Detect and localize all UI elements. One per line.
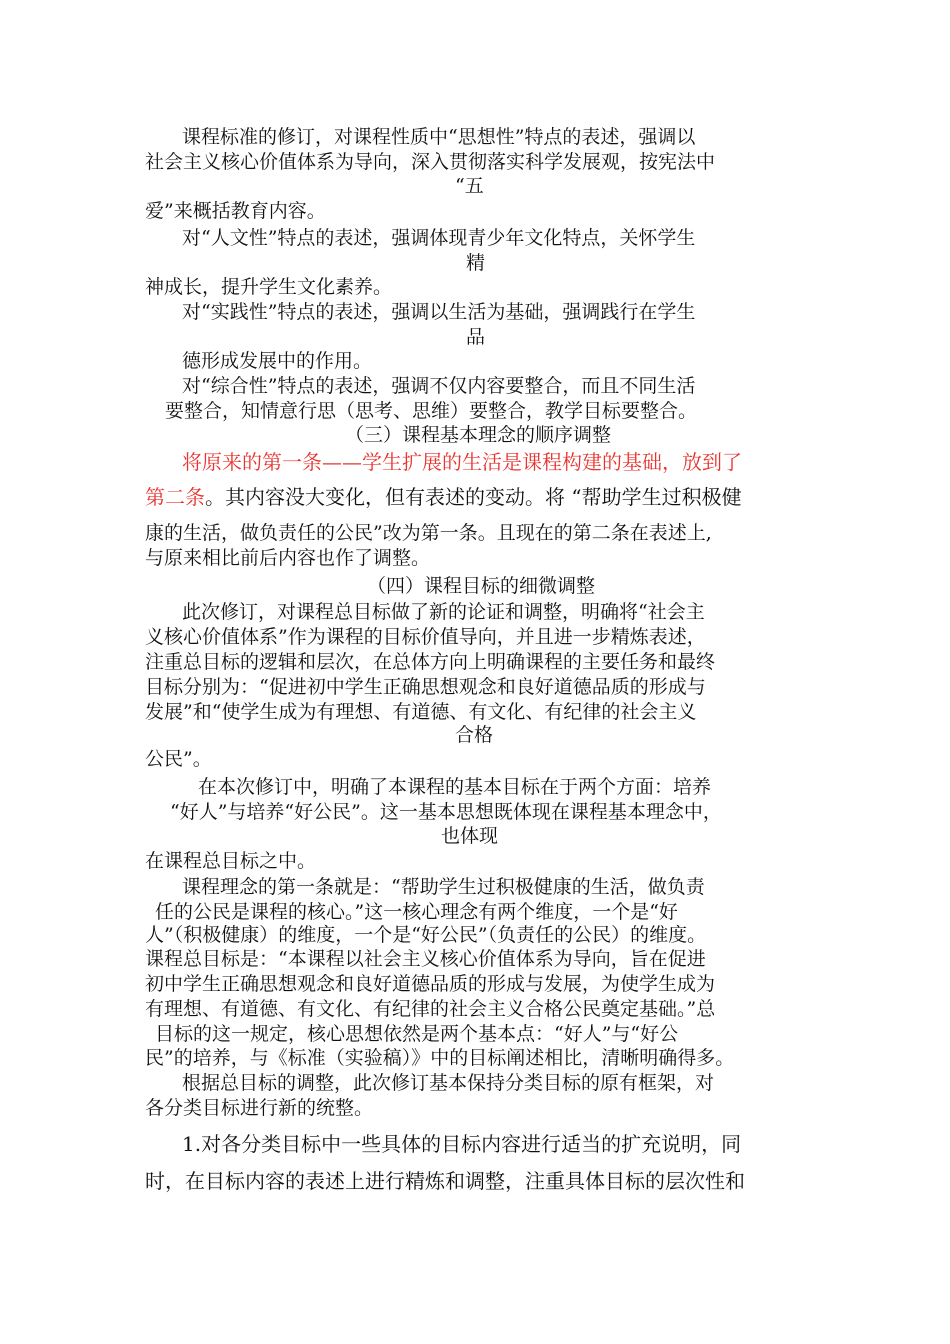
text-line: 康的生活，做负责任的公民”改为第一条。且现在的第二条在表述上, xyxy=(145,522,712,544)
highlighted-phrase: 第二条 xyxy=(145,485,205,509)
highlighted-line: 将原来的第一条——学生扩展的生活是课程构建的基础，放到了 xyxy=(182,450,742,474)
text-line: 德形成发展中的作用。 xyxy=(182,350,373,372)
text-line: 目标的这一规定，核心思想依然是两个基本点：“好人”与“好公 xyxy=(155,1023,679,1045)
section-heading: （四）课程目标的细微调整 xyxy=(367,575,596,597)
text-line: 人”（积极健康）的维度，一个是“好公民”（负责任的公民）的维度。 xyxy=(145,924,707,946)
text-line: 1.对各分类目标中一些具体的目标内容进行适当的扩充说明，同 xyxy=(182,1132,742,1156)
text-line: 公民”。 xyxy=(145,748,212,770)
text-line: 根据总目标的调整，此次修订基本保持分类目标的原有框架，对 xyxy=(182,1072,715,1094)
text-line: 目标分别为：“促进初中学生正确思想观念和良好道德品质的形成与 xyxy=(145,676,706,698)
text-line: 各分类目标进行新的统整。 xyxy=(145,1097,374,1119)
text-line: 品 xyxy=(466,326,486,348)
text-line: “五 xyxy=(455,175,484,197)
text-line: 精 xyxy=(466,252,486,274)
text-phrase: 。其内容没大变化，但有表述的变动。将 “帮助学生过积极健 xyxy=(205,485,742,509)
text-line: 在本次修订中，明确了本课程的基本目标在于两个方面：培养 xyxy=(198,776,712,798)
text-line: 任的公民是课程的核心。”这一核心理念有两个维度，一个是“好 xyxy=(155,901,678,923)
text-line: “好人”与培养“好公民”。这一基本思想既体现在课程基本理念中， xyxy=(170,801,722,823)
text-line: 注重总目标的逻辑和层次，在总体方向上明确课程的主要任务和最终 xyxy=(145,651,716,673)
text-line: 在课程总目标之中。 xyxy=(145,850,317,872)
text-line: 对“综合性”特点的表述，强调不仅内容要整合，而且不同生活 xyxy=(182,375,696,397)
text-line: 有理想、有道德、有文化、有纪律的社会主义合格公民奠定基础。”总 xyxy=(145,998,716,1020)
text-line: 课程总目标是：“本课程以社会主义核心价值体系为导向，旨在促进 xyxy=(145,948,706,970)
text-line: 对“实践性”特点的表述，强调以生活为基础，强调践行在学生 xyxy=(182,301,696,323)
text-line: 神成长，提升学生文化素养。 xyxy=(145,276,393,298)
text-line-mixed xyxy=(145,484,742,510)
text-line: 发展”和“使学生成为有理想、有道德、有文化、有纪律的社会主义 xyxy=(145,701,697,723)
text-line: 社会主义核心价值体系为导向，深入贯彻落实科学发展观，按宪法中 xyxy=(145,151,716,173)
text-line: 义核心价值体系”作为课程的目标价值导向，并且进一步精炼表述， xyxy=(145,626,706,648)
text-line: 课程理念的第一条就是：“帮助学生过积极健康的生活，做负责 xyxy=(182,876,705,898)
text-line: 时，在目标内容的表述上进行精炼和调整，注重具体目标的层次性和 xyxy=(145,1169,745,1193)
text-line: 要整合，知情意行思（思考、思维）要整合，教学目标要整合。 xyxy=(165,400,698,422)
text-line: 爱”来概括教育内容。 xyxy=(145,200,326,222)
text-line: 对“人文性”特点的表述，强调体现青少年文化特点，关怀学生 xyxy=(182,227,696,249)
text-line: 此次修订，对课程总目标做了新的论证和调整，明确将“社会主 xyxy=(182,601,705,623)
text-line: 与原来相比前后内容也作了调整。 xyxy=(145,547,431,569)
text-line: 课程标准的修订，对课程性质中“思想性”特点的表述，强调以 xyxy=(182,126,696,148)
text-line: 民”的培养，与《标准（实验稿）》中的目标阐述相比，清晰明确得多。 xyxy=(145,1047,735,1069)
text-line: 合格 xyxy=(455,724,494,746)
text-line: 也体现 xyxy=(441,825,499,847)
text-line: 初中学生正确思想观念和良好道德品质的形成与发展，为使学生成为 xyxy=(145,973,716,995)
section-heading: （三）课程基本理念的顺序调整 xyxy=(345,424,612,446)
